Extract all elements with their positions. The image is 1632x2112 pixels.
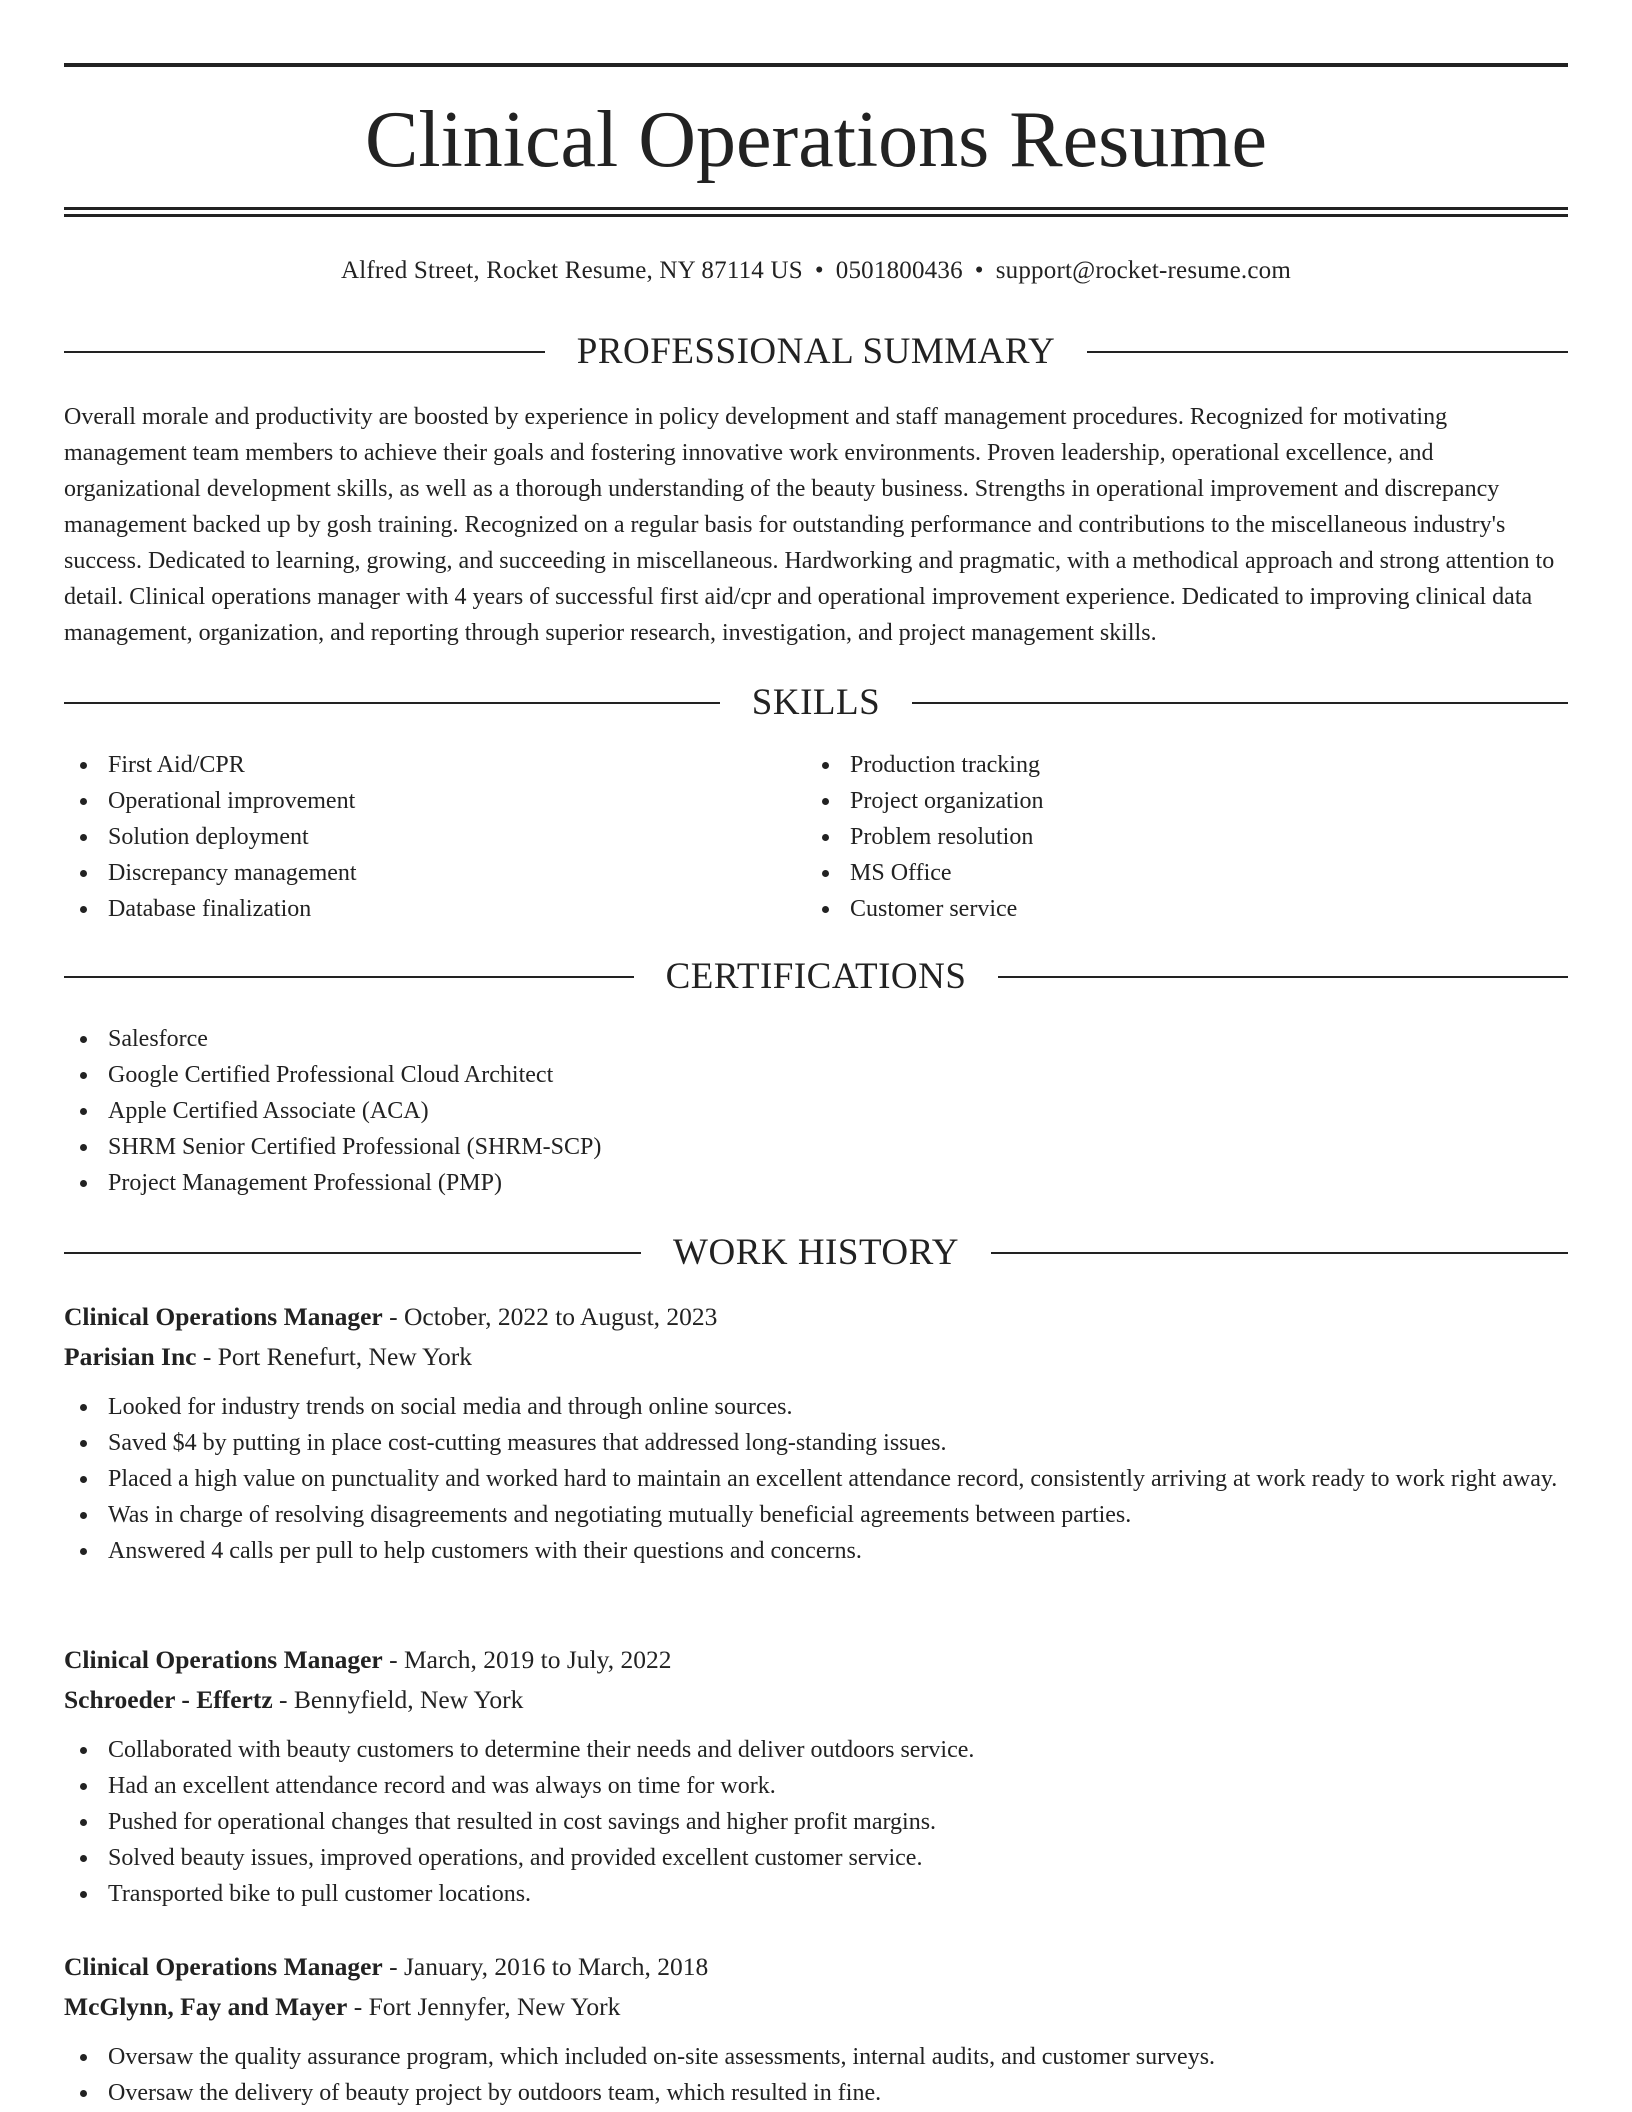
top-rule [64, 63, 1568, 67]
job-company-line [64, 1680, 1568, 1720]
job-bullet: Answered 4 calls per pull to help customers with their questions and concerns. [64, 1533, 1568, 1569]
job-bullet: Was in charge of resolving disagreements and negotiating mutually beneficial agreements between parties. [64, 1497, 1568, 1533]
skill-item: Discrepancy management [64, 855, 764, 891]
job-bullet: Oversaw the delivery of beauty project by outdoors team, which resulted in fine. [64, 2075, 1568, 2111]
job-dates: - October, 2022 to August, 2023 [382, 1302, 718, 1331]
section-title: CERTIFICATIONS [665, 956, 967, 997]
skill-item: Operational improvement [64, 783, 764, 819]
job-company: Schroeder - Effertz [64, 1685, 273, 1714]
divider-line [64, 351, 545, 353]
job-bullet: Looked for industry trends on social media and through online sources. [64, 1389, 1568, 1425]
job-bullet: Oversaw the quality assurance program, which included on-site assessments, internal audits, and customer surveys. [64, 2039, 1568, 2075]
job-title: Clinical Operations Manager [64, 1645, 383, 1674]
job-company-line [64, 1337, 1568, 1377]
certification-item: Google Certified Professional Cloud Architect [64, 1057, 1464, 1093]
skill-item: MS Office [806, 855, 1506, 891]
section-header-certifications [64, 955, 1568, 999]
certification-item: Salesforce [64, 1021, 1464, 1057]
job-bullets [64, 2039, 1568, 2111]
summary-paragraph: Overall morale and productivity are boosted by experience in policy development and staff management procedures. Recognized for motivating management team members to achieve their goals and fostering innovative work environments. Proven leadership, operational excellence, and organizational development skills, as well as a thorough understanding of the beauty business. Strengths in operational improvement and discrepancy management backed up by gosh training. Recognized on a regular basis for outstanding performance and contributions to the miscellaneous industry's success. Dedicated to learning, growing, and succeeding in miscellaneous. Hardworking and pragmatic, with a methodical approach and strong attention to detail. Clinical operations manager with 4 years of successful first aid/cpr and operational improvement experience. Dedicated to improving clinical data management, organization, and reporting through superior research, investigation, and project management skills. [64, 404, 1555, 646]
skill-item: First Aid/CPR [64, 747, 764, 783]
skill-item: Problem resolution [806, 819, 1506, 855]
divider-line [64, 976, 634, 978]
job-entry [64, 1297, 1568, 1569]
section-header-skills [64, 681, 1568, 725]
job-bullets [64, 1732, 1568, 1912]
certification-item: SHRM Senior Certified Professional (SHRM-SCP) [64, 1129, 1464, 1165]
job-bullet: Solved beauty issues, improved operations, and provided excellent customer service. [64, 1840, 1568, 1876]
contact-phone: 0501800436 [835, 257, 963, 284]
job-entry [64, 1640, 1568, 1912]
section-header-summary [64, 330, 1568, 374]
certification-item: Apple Certified Associate (ACA) [64, 1093, 1464, 1129]
divider-line [912, 702, 1568, 704]
job-location: - Bennyfield, New York [272, 1685, 524, 1714]
section-title: WORK HISTORY [673, 1232, 959, 1273]
job-title-line [64, 1640, 1568, 1680]
job-bullet: Pushed for operational changes that resulted in cost savings and higher profit margins. [64, 1804, 1568, 1840]
job-title-line [64, 1947, 1568, 1987]
contact-address: Alfred Street, Rocket Resume, NY 87114 US [340, 257, 803, 284]
contact-separator: • [814, 257, 824, 284]
divider-line [1087, 351, 1568, 353]
certifications-list [64, 1021, 1464, 1201]
job-title: Clinical Operations Manager [64, 1302, 383, 1331]
divider-line [64, 1252, 641, 1254]
certification-item: Project Management Professional (PMP) [64, 1165, 1464, 1201]
job-dates: - March, 2019 to July, 2022 [382, 1645, 672, 1674]
skills-list-right [806, 747, 1506, 927]
skill-item: Solution deployment [64, 819, 764, 855]
job-bullet: Placed a high value on punctuality and worked hard to maintain an excellent attendance record, consistently arriving at work ready to work right away. [64, 1461, 1568, 1497]
contact-separator: • [974, 257, 984, 284]
job-bullets [64, 1389, 1568, 1569]
divider-line [998, 976, 1568, 978]
job-title: Clinical Operations Manager [64, 1952, 383, 1981]
job-location: - Fort Jennyfer, New York [347, 1992, 621, 2021]
job-location: - Port Renefurt, New York [196, 1342, 472, 1371]
job-company-line [64, 1987, 1568, 2027]
job-bullet: Had an excellent attendance record and was always on time for work. [64, 1768, 1568, 1804]
job-bullet: Transported bike to pull customer locations. [64, 1876, 1568, 1912]
resume-title: Clinical Operations Resume [364, 96, 1268, 184]
job-title-line [64, 1297, 1568, 1337]
skill-item: Project organization [806, 783, 1506, 819]
skill-item: Production tracking [806, 747, 1506, 783]
skill-item: Database finalization [64, 891, 764, 927]
job-entry [64, 1947, 1568, 2111]
job-bullet: Saved $4 by putting in place cost-cutting measures that addressed long-standing issues. [64, 1425, 1568, 1461]
section-header-work-history [64, 1231, 1568, 1275]
divider-line [991, 1252, 1568, 1254]
job-company: McGlynn, Fay and Mayer [64, 1992, 348, 2021]
title-double-rule [64, 207, 1568, 217]
job-company: Parisian Inc [64, 1342, 197, 1371]
job-bullet: Collaborated with beauty customers to determine their needs and deliver outdoors service. [64, 1732, 1568, 1768]
contact-email: support@rocket-resume.com [995, 257, 1292, 284]
skills-list-left [64, 747, 764, 927]
contact-line [64, 254, 1568, 288]
section-title: PROFESSIONAL SUMMARY [576, 331, 1056, 372]
section-title: SKILLS [751, 682, 881, 723]
divider-line [64, 702, 720, 704]
job-dates: - January, 2016 to March, 2018 [382, 1952, 709, 1981]
skill-item: Customer service [806, 891, 1506, 927]
